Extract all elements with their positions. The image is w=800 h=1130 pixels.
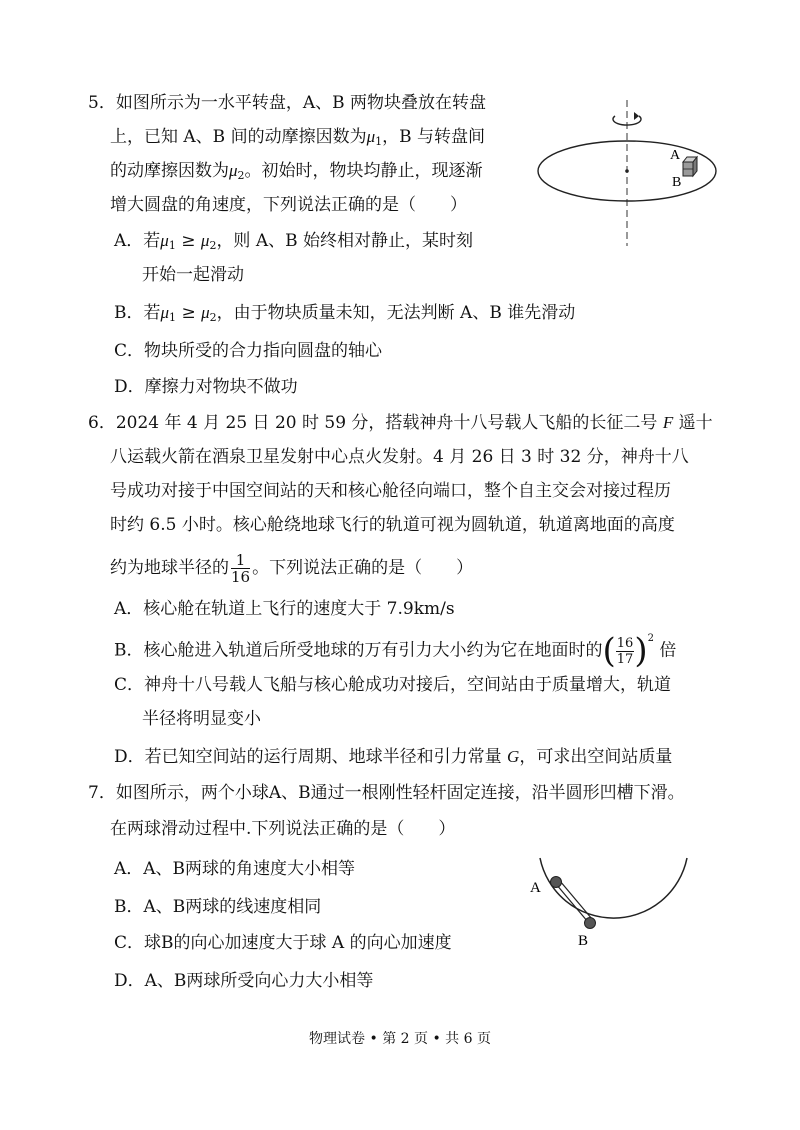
q6-stem-text: 。下列说法正确的是（ ）: [252, 558, 474, 578]
q5-stem-line-3: [110, 160, 483, 187]
stacked-blocks: [683, 157, 697, 176]
block-a-label: A: [670, 148, 681, 163]
q6-stem-text: 遥十: [673, 413, 713, 433]
q5-option-a: [114, 230, 473, 257]
mu-symbol: μ: [160, 231, 169, 250]
q6-stem-line-4: 时约 6.5 小时。核心舱绕地球飞行的轨道可视为圆轨道，轨道离地面的高度: [110, 515, 675, 535]
option-text: D．若已知空间站的运行周期、地球半径和引力常量: [114, 747, 508, 767]
q6-stem-line-2: 八运载火箭在酒泉卫星发射中心点火发射。4 月 26 日 3 时 32 分，神舟十八: [110, 447, 689, 467]
q6-stem-text: 6．2024 年 4 月 25 日 20 时 59 分，搭载神舟十八号载人飞船的长征二号: [88, 413, 663, 433]
q6-option-var: G: [507, 747, 520, 766]
mu-symbol: μ: [366, 127, 376, 146]
option-text: B．若: [114, 303, 161, 323]
q7-stem-line-1: 7．如图所示，两个小球A、B通过一根刚性轻杆固定连接，沿半圆形凹槽下滑。: [88, 783, 685, 803]
q5-stem-text: ，B 与转盘间: [382, 127, 486, 147]
q6-stem-var: F: [662, 413, 674, 432]
ball-a-label: A: [530, 880, 541, 896]
relation: ≥: [176, 303, 202, 323]
q6-option-d: [114, 746, 672, 768]
option-text: ，则 A、B 始终相对静止，某时刻: [216, 231, 474, 251]
semicircle-groove-figure: [522, 850, 702, 960]
subscript: 2: [209, 239, 217, 252]
q5-stem-line-4: 增大圆盘的角速度，下列说法正确的是（ ）: [110, 195, 467, 215]
arrowhead-icon: [634, 112, 639, 120]
q5-stem-line-2: [110, 126, 485, 153]
ball-b-label: B: [578, 933, 589, 949]
fraction-squared: ( $\frac{16}{17}$ )$^2$: [602, 631, 654, 671]
q6-option-c-cont: 半径将明显变小: [142, 709, 261, 729]
ball-b: [585, 918, 596, 929]
mu-symbol: μ: [201, 303, 210, 322]
q6-stem-line-1: [88, 412, 713, 434]
option-text: ，可求出空间站质量: [519, 747, 673, 767]
subscript: 1: [375, 135, 383, 148]
q6-option-c: C．神舟十八号载人飞船与核心舱成功对接后，空间站由于质量增大，轨道: [114, 675, 672, 695]
mu-symbol: μ: [229, 161, 238, 180]
semicircular-groove: [540, 858, 687, 918]
option-text: B．核心舱进入轨道后所受地球的万有引力大小约为它在地面时的: [114, 640, 603, 661]
option-text: ，由于物块质量未知，无法判断 A、B 谁先滑动: [216, 303, 576, 323]
q5-option-a-cont: 开始一起滑动: [142, 265, 244, 285]
page-footer: 物理试卷 • 第 2 页 • 共 6 页: [309, 1031, 491, 1047]
turntable-figure: [535, 96, 735, 256]
subscript: 2: [237, 169, 245, 182]
option-text: A．若: [114, 231, 161, 251]
q5-option-c: C．物块所受的合力指向圆盘的轴心: [114, 341, 383, 361]
q5-option-d: D．摩擦力对物块不做功: [114, 377, 298, 397]
q5-stem-text: 。初始时，物块均静止，现逐渐: [244, 161, 483, 181]
q6-stem-line-5: [110, 552, 473, 585]
rigid-rod: [556, 884, 588, 922]
subscript: 1: [169, 311, 177, 324]
q7-stem-line-2: 在两球滑动过程中.下列说法正确的是（ ）: [110, 819, 456, 839]
fraction-one-sixteenth: $\frac{1}{16}$: [231, 551, 251, 586]
q7-option-d: D．A、B两球所受向心力大小相等: [114, 971, 374, 991]
q6-option-b: [114, 631, 677, 671]
q6-stem-line-3: 号成功对接于中国空间站的天和核心舱径向端口，整个自主交会对接过程历: [110, 481, 671, 501]
q7-option-a: A．A、B两球的角速度大小相等: [114, 859, 356, 879]
subscript: 2: [209, 311, 217, 324]
block-b-label: B: [672, 175, 682, 190]
q5-stem-text: 的动摩擦因数为: [110, 161, 229, 181]
q5-option-b: [114, 302, 575, 329]
q6-stem-text: 约为地球半径的: [110, 558, 229, 578]
mu-symbol: μ: [200, 231, 210, 250]
ball-a: [551, 877, 562, 888]
relation: ≥: [175, 231, 201, 251]
option-text: 倍: [659, 640, 677, 661]
q5-stem-text: 上，已知 A、B 间的动摩擦因数为: [110, 127, 367, 147]
mu-symbol: μ: [160, 303, 170, 322]
subscript: 1: [168, 239, 176, 252]
q6-option-a: A．核心舱在轨道上飞行的速度大于 7.9km/s: [114, 599, 455, 619]
q7-option-c: C．球B的向心加速度大于球 A 的向心加速度: [114, 933, 452, 953]
disc-center: [625, 169, 629, 173]
q7-option-b: B．A、B两球的线速度相同: [114, 897, 322, 917]
q5-stem-line-1: 5．如图所示为一水平转盘，A、B 两物块叠放在转盘: [88, 93, 486, 113]
